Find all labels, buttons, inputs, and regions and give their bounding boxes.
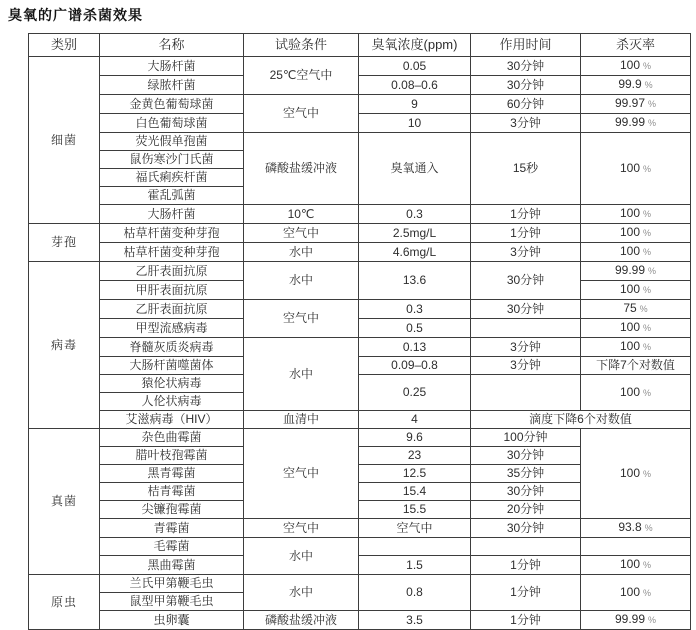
table-cell — [100, 95, 244, 114]
table-cell — [100, 575, 244, 593]
cell-text: 93.8 — [618, 520, 642, 534]
cell-text: 30分钟 — [506, 58, 545, 73]
cell-text: 水中 — [288, 548, 313, 563]
cell-text: 3分钟 — [510, 358, 541, 372]
cell-text: 鼠型甲第鞭毛虫 — [129, 594, 214, 608]
table-cell — [100, 224, 244, 243]
cell-text: 滴度下降6个对数值 — [529, 412, 632, 426]
cell-text: 杂色曲霉菌 — [141, 430, 202, 444]
table-cell — [471, 501, 581, 519]
table-row — [29, 57, 691, 76]
table-cell — [471, 76, 581, 95]
cell-text: 9 — [411, 96, 418, 111]
percent-sign: % — [643, 468, 652, 479]
cell-text: 臭氧通入 — [390, 161, 439, 175]
table-cell — [100, 319, 244, 338]
table-cell — [359, 465, 471, 483]
table-cell — [100, 447, 244, 465]
table-cell — [581, 375, 691, 411]
table-cell — [359, 538, 471, 556]
percent-sign: % — [643, 587, 652, 598]
table-cell — [100, 338, 244, 357]
table-cell — [100, 556, 244, 575]
cell-text: 100 — [619, 58, 640, 72]
table-cell — [244, 57, 359, 95]
cell-text: 下降7个对数值 — [596, 358, 675, 372]
table-cell — [359, 447, 471, 465]
table-row — [29, 429, 691, 447]
table-row — [29, 243, 691, 262]
table-cell — [471, 538, 581, 556]
table-cell — [471, 57, 581, 76]
table-cell — [471, 519, 581, 538]
table-cell — [471, 338, 581, 357]
table-cell — [471, 447, 581, 465]
cell-text: 3分钟 — [510, 339, 541, 354]
cell-text: 100 — [619, 465, 640, 480]
cell-text: 100 — [619, 225, 640, 239]
table-cell — [359, 411, 471, 429]
cell-text: 100 — [619, 206, 640, 220]
table-cell — [581, 319, 691, 338]
table-cell — [244, 133, 359, 205]
cell-text: 猿伦状病毒 — [141, 376, 202, 390]
cell-text: 水中 — [288, 366, 313, 381]
cell-text: 30分钟 — [506, 520, 545, 535]
cell-text: 100 — [619, 384, 640, 399]
table-cell — [359, 224, 471, 243]
table-row — [29, 76, 691, 95]
cell-text: 0.25 — [402, 385, 427, 399]
cell-text: 10 — [407, 115, 422, 130]
percent-sign: % — [643, 560, 652, 570]
table-cell — [581, 262, 691, 281]
table-cell — [581, 243, 691, 262]
table-cell — [471, 465, 581, 483]
table-cell — [100, 243, 244, 262]
table-cell — [359, 357, 471, 375]
cell-text: 白色葡萄球菌 — [135, 115, 208, 130]
percent-sign: % — [643, 61, 652, 71]
table-cell — [100, 133, 244, 151]
table-cell — [100, 501, 244, 519]
table-cell — [100, 151, 244, 169]
cell-text: 甲肝表面抗原 — [135, 282, 208, 297]
cell-text: 35分钟 — [506, 466, 545, 480]
table-cell — [471, 300, 581, 319]
cell-text: 60分钟 — [506, 96, 545, 111]
table-cell — [359, 375, 471, 411]
category-cell — [29, 429, 100, 575]
cell-text: 磷酸盐缓冲液 — [264, 612, 337, 627]
cell-text: 绿脓杆菌 — [147, 77, 196, 92]
table-cell — [471, 243, 581, 262]
cell-text: 30分钟 — [506, 484, 545, 498]
column-header: 名称 — [100, 34, 244, 57]
cell-text: 99.99 — [614, 115, 645, 129]
table-row — [29, 357, 691, 375]
cell-text: 真菌 — [50, 494, 77, 508]
table-cell — [100, 187, 244, 205]
table-row — [29, 556, 691, 575]
table-cell — [471, 319, 581, 338]
cell-text: 水中 — [288, 273, 313, 287]
cell-text: 金黄色葡萄球菌 — [129, 96, 214, 111]
table-row — [29, 224, 691, 243]
percent-sign: % — [648, 266, 657, 276]
cell-text: 血清中 — [282, 412, 319, 426]
table-cell — [244, 262, 359, 300]
table-cell — [471, 429, 581, 447]
cell-text: 12.5 — [402, 466, 427, 480]
table-cell — [581, 205, 691, 224]
cell-text: 甲型流感病毒 — [135, 320, 208, 335]
cell-text: 1分钟 — [510, 225, 541, 240]
table-cell — [581, 133, 691, 205]
cell-text: 1分钟 — [510, 585, 541, 599]
percent-sign: % — [643, 163, 652, 174]
table-cell — [100, 411, 244, 429]
column-header: 杀灭率 — [581, 34, 691, 57]
table-cell — [359, 319, 471, 338]
table-cell — [581, 519, 691, 538]
cell-text: 空气中 — [282, 311, 319, 325]
percent-sign: % — [643, 285, 652, 295]
cell-text: 15秒 — [512, 161, 539, 175]
percent-sign: % — [648, 99, 657, 109]
cell-text: 75 — [623, 301, 637, 315]
cell-text: 3分钟 — [510, 244, 541, 259]
table-cell — [100, 262, 244, 281]
table-cell — [100, 393, 244, 411]
cell-text: 3.5 — [406, 612, 423, 627]
table-row — [29, 319, 691, 338]
cell-text: 毛霉菌 — [153, 539, 190, 553]
cell-text: 100 — [619, 339, 640, 353]
cell-text: 99.99 — [614, 263, 645, 277]
cell-text: 0.3 — [406, 206, 423, 221]
cell-text: 25℃空气中 — [269, 68, 333, 82]
cell-text: 水中 — [288, 244, 313, 259]
cell-text: 空气中 — [282, 225, 319, 240]
table-cell — [471, 375, 581, 411]
table-row — [29, 338, 691, 357]
cell-text: 乙肝表面抗原 — [135, 301, 208, 316]
cell-text: 青霉菌 — [153, 520, 190, 535]
table-cell — [359, 262, 471, 300]
cell-text: 黑曲霉菌 — [147, 557, 196, 572]
table-row — [29, 611, 691, 630]
table-cell — [471, 224, 581, 243]
table-cell — [100, 611, 244, 630]
cell-text: 9.6 — [406, 430, 423, 444]
cell-text: 23 — [407, 448, 422, 462]
category-cell — [29, 57, 100, 224]
cell-text: 艾滋病毒（HIV） — [125, 412, 218, 426]
table-body — [29, 57, 691, 630]
category-cell — [29, 575, 100, 630]
table-cell — [581, 611, 691, 630]
table-header — [29, 34, 691, 57]
table-cell — [359, 575, 471, 611]
table-cell — [581, 429, 691, 519]
table-cell — [359, 95, 471, 114]
cell-text: 20分钟 — [506, 502, 545, 516]
table-cell — [471, 262, 581, 300]
table-row — [29, 411, 691, 429]
cell-text: 大肠杆菌噬菌体 — [129, 358, 214, 372]
percent-sign: % — [643, 387, 652, 398]
table-cell — [100, 169, 244, 187]
cell-text: 桔青霉菌 — [147, 484, 196, 498]
cell-text: 0.13 — [402, 339, 427, 354]
cell-text: 原虫 — [50, 594, 77, 609]
category-cell — [29, 262, 100, 429]
cell-text: 100 — [619, 557, 640, 571]
table-cell — [359, 205, 471, 224]
cell-text: 腊叶枝孢霉菌 — [135, 448, 208, 462]
table-cell — [359, 483, 471, 501]
table-cell — [100, 114, 244, 133]
table-cell — [100, 519, 244, 538]
cell-text: 15.4 — [402, 484, 427, 498]
cell-text: 磷酸盐缓冲液 — [264, 161, 337, 175]
cell-text: 30分钟 — [506, 77, 545, 92]
cell-text: 99.9 — [618, 77, 642, 91]
cell-text: 荧光假单孢菌 — [135, 134, 208, 148]
table-cell — [244, 411, 359, 429]
table-cell — [471, 95, 581, 114]
cell-text: 4 — [411, 412, 418, 426]
table-cell — [100, 57, 244, 76]
table-cell — [244, 538, 359, 575]
table-cell — [100, 281, 244, 300]
table-cell — [244, 205, 359, 224]
table-cell — [244, 95, 359, 133]
table-row — [29, 114, 691, 133]
cell-text: 100 — [619, 282, 640, 296]
cell-text: 大肠杆菌 — [147, 206, 196, 221]
percent-sign: % — [644, 523, 653, 533]
table-cell — [100, 357, 244, 375]
cell-text: 病毒 — [50, 337, 77, 352]
table-row — [29, 375, 691, 393]
table-cell — [581, 300, 691, 319]
table-cell — [581, 76, 691, 95]
table-cell — [100, 465, 244, 483]
percent-sign: % — [643, 323, 652, 333]
cell-text: 芽孢 — [50, 235, 77, 249]
cell-text: 1分钟 — [510, 206, 541, 221]
percent-sign: % — [639, 304, 648, 314]
table-cell — [244, 429, 359, 519]
table-cell — [581, 224, 691, 243]
cell-text: 空气中 — [282, 106, 319, 120]
cell-text: 脊髓灰质炎病毒 — [129, 339, 214, 354]
cell-text: 0.05 — [402, 58, 427, 73]
cell-text: 空气中 — [282, 466, 319, 480]
cell-text: 枯草杆菌变种芽孢 — [123, 244, 220, 259]
table-cell — [100, 76, 244, 95]
table-cell — [471, 357, 581, 375]
table-cell — [471, 611, 581, 630]
cell-text: 10℃ — [287, 206, 315, 221]
table-cell — [100, 375, 244, 393]
cell-text: 3分钟 — [510, 115, 541, 130]
cell-text: 100 — [619, 584, 640, 599]
cell-text: 大肠杆菌 — [147, 58, 196, 73]
table-cell — [359, 76, 471, 95]
cell-text: 虫卵囊 — [153, 612, 190, 627]
column-header: 试验条件 — [244, 34, 359, 57]
table-cell — [471, 556, 581, 575]
cell-text: 100 — [619, 160, 640, 175]
cell-text: 99.99 — [614, 612, 645, 626]
page — [0, 5, 696, 627]
cell-text: 空气中 — [282, 520, 319, 535]
cell-text: 兰氏甲第鞭毛虫 — [129, 576, 214, 590]
cell-text: 水中 — [288, 585, 313, 599]
table-cell — [359, 133, 471, 205]
table-row — [29, 133, 691, 151]
table-cell — [100, 593, 244, 611]
cell-text: 枯草杆菌变种芽孢 — [123, 225, 220, 240]
percent-sign: % — [648, 615, 657, 625]
percent-sign: % — [648, 118, 657, 128]
table-cell — [244, 611, 359, 630]
category-cell — [29, 224, 100, 262]
page-title: 臭氧的广谱杀菌效果 — [8, 7, 143, 23]
cell-text: 0.3 — [406, 301, 423, 316]
table-cell — [471, 133, 581, 205]
table-cell — [244, 224, 359, 243]
cell-text: 人伦状病毒 — [141, 394, 202, 408]
table-cell — [581, 57, 691, 76]
cell-text: 1分钟 — [510, 557, 541, 572]
table-cell — [100, 429, 244, 447]
table-cell — [581, 538, 691, 556]
column-header: 作用时间 — [471, 34, 581, 57]
table-cell — [471, 411, 691, 429]
table-cell — [359, 243, 471, 262]
table-cell — [244, 519, 359, 538]
percent-sign: % — [643, 228, 652, 238]
cell-text: 100 — [619, 320, 640, 334]
cell-text: 100分钟 — [503, 430, 548, 444]
table-cell — [359, 114, 471, 133]
table-cell — [581, 357, 691, 375]
cell-text: 30分钟 — [506, 273, 545, 287]
cell-text: 30分钟 — [506, 301, 545, 316]
table-cell — [581, 281, 691, 300]
percent-sign: % — [643, 342, 652, 352]
table-cell — [581, 95, 691, 114]
cell-text: 福氏痢疾杆菌 — [135, 170, 208, 184]
table-cell — [244, 243, 359, 262]
cell-text: 13.6 — [402, 273, 427, 287]
table-row — [29, 575, 691, 593]
table-cell — [359, 611, 471, 630]
table-cell — [471, 575, 581, 611]
table-cell — [581, 338, 691, 357]
cell-text: 黑青霉菌 — [147, 466, 196, 480]
cell-text: 尖镰孢霉菌 — [141, 502, 202, 516]
table-cell — [100, 483, 244, 501]
header-row — [29, 34, 691, 57]
cell-text: 鼠伤寒沙门氏菌 — [129, 152, 214, 166]
table-cell — [359, 429, 471, 447]
cell-text: 4.6mg/L — [392, 244, 437, 259]
table-cell — [471, 114, 581, 133]
percent-sign: % — [644, 80, 653, 90]
table-row — [29, 538, 691, 556]
table-cell — [359, 501, 471, 519]
table-cell — [581, 114, 691, 133]
table-cell — [471, 483, 581, 501]
table-cell — [359, 519, 471, 538]
table-cell — [359, 57, 471, 76]
cell-text: 30分钟 — [506, 448, 545, 462]
cell-text: 霍乱弧菌 — [147, 188, 196, 202]
table-row — [29, 95, 691, 114]
column-header: 类别 — [29, 34, 100, 57]
table-cell — [100, 205, 244, 224]
cell-text: 乙肝表面抗原 — [135, 263, 208, 278]
table-cell — [359, 300, 471, 319]
table-row — [29, 300, 691, 319]
table-row — [29, 205, 691, 224]
cell-text: 99.97 — [614, 96, 645, 110]
cell-text: 100 — [619, 244, 640, 258]
table-row — [29, 262, 691, 281]
column-header: 臭氧浓度(ppm) — [359, 34, 471, 57]
cell-text: 0.8 — [406, 585, 423, 599]
cell-text: 细菌 — [50, 132, 77, 147]
table-cell — [471, 205, 581, 224]
table-row — [29, 519, 691, 538]
table-cell — [100, 300, 244, 319]
table-cell — [359, 556, 471, 575]
table-cell — [244, 300, 359, 338]
table-cell — [244, 575, 359, 611]
percent-sign: % — [643, 209, 652, 219]
table-cell — [244, 338, 359, 411]
percent-sign: % — [643, 247, 652, 257]
cell-text: 0.09–0.8 — [391, 358, 438, 372]
cell-text: 1.5 — [406, 557, 423, 572]
cell-text: 0.5 — [406, 320, 423, 335]
cell-text: 1分钟 — [510, 612, 541, 627]
cell-text: 0.08–0.6 — [391, 77, 438, 92]
ozone-sterilization-table — [28, 33, 691, 630]
cell-text: 空气中 — [396, 520, 433, 535]
cell-text: 2.5mg/L — [392, 225, 437, 240]
table-cell — [581, 575, 691, 611]
table-cell — [581, 556, 691, 575]
table-cell — [100, 538, 244, 556]
cell-text: 15.5 — [402, 502, 427, 516]
table-cell — [359, 338, 471, 357]
